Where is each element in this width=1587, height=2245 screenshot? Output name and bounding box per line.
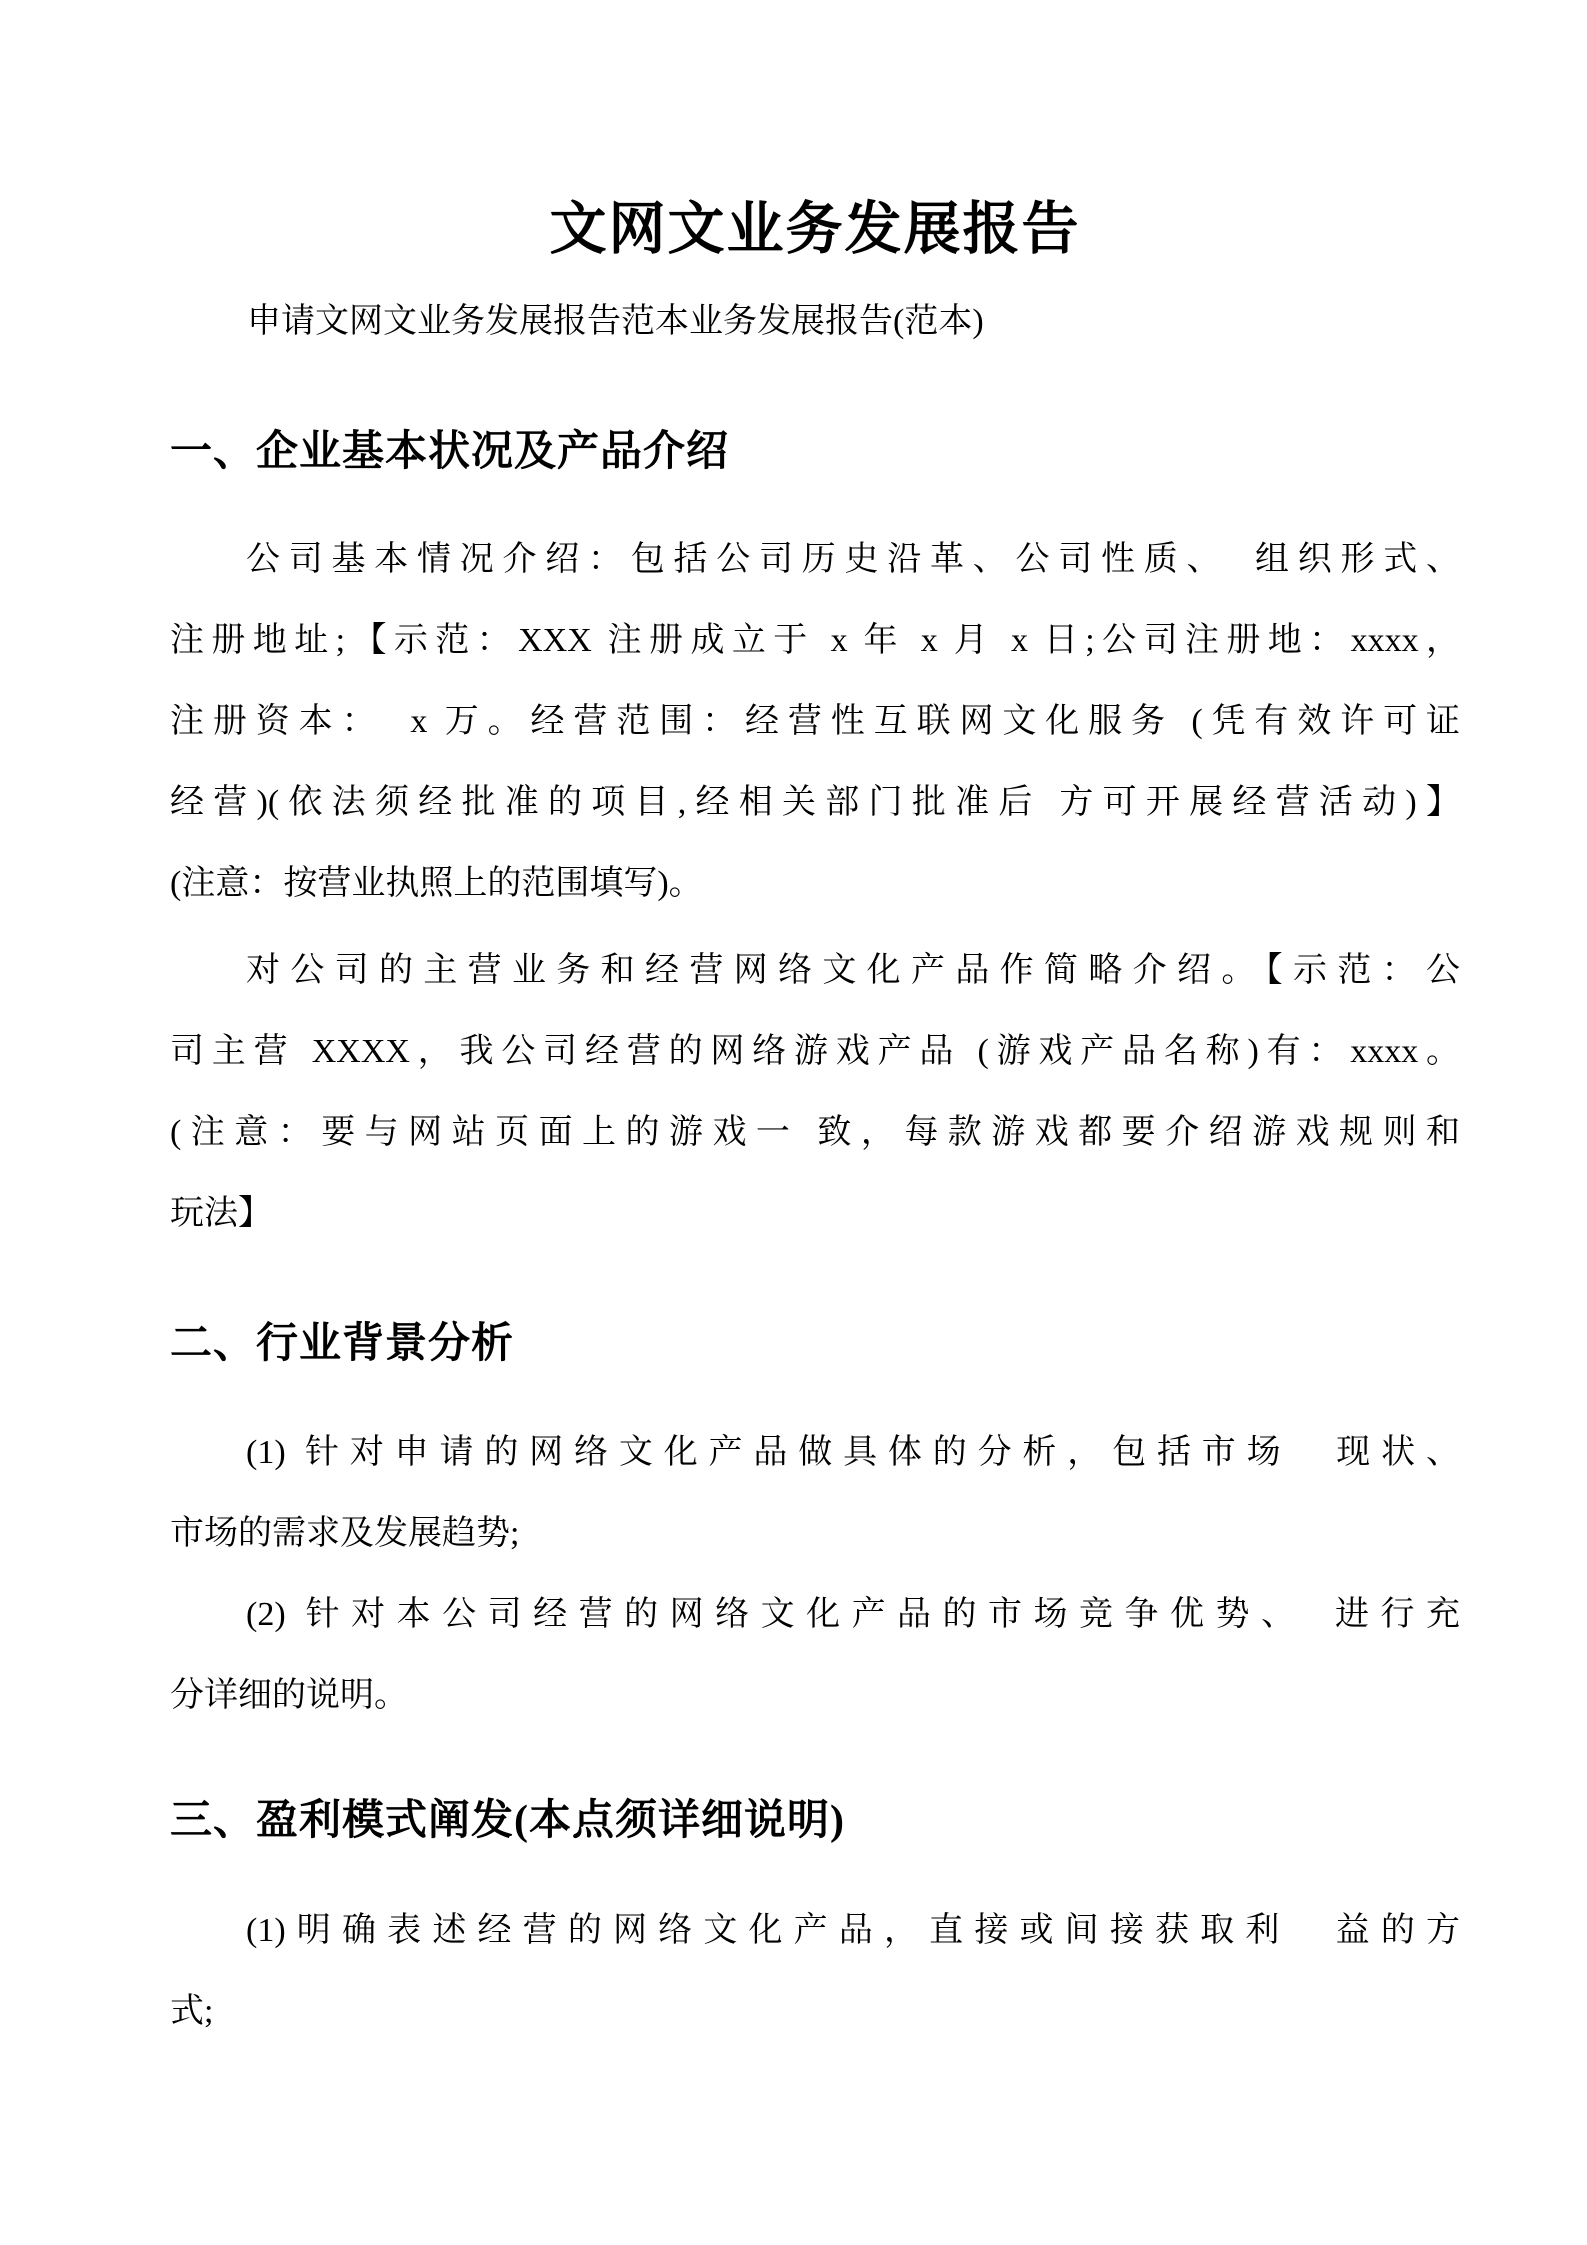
paragraph [170, 1412, 1460, 1574]
text-line: (1) 针对申请的网络文化产品做具体的分析，包括市场 现状、 [246, 1434, 1460, 1471]
paragraph [170, 930, 1460, 1254]
doc-title: 文网文业务发展报告 [549, 197, 1081, 261]
text-line: 分详细的说明。 [170, 1677, 408, 1714]
text-line: 经营)(依法须经批准的项目,经相关部门批准后 方可开展经营活动)】 [170, 784, 1460, 821]
paragraph [170, 1890, 1460, 2052]
text-line: 注册地址;【示范：XXX 注册成立于 x 年 x 月 x 日;公司注册地：xxxx， [170, 622, 1460, 659]
text-line: (2) 针对本公司经营的网络文化产品的市场竞争优势、 进行充 [246, 1596, 1460, 1633]
text-line: 注册资本： x 万。经营范围：经营性互联网文化服务 (凭有效许可证 [170, 703, 1460, 740]
text-line: 玩法】 [170, 1195, 272, 1232]
text-line: (注意：要与网站页面上的游戏一 致，每款游戏都要介绍游戏规则和 [170, 1114, 1460, 1151]
text-line: (注意：按营业执照上的范围填写)。 [170, 865, 703, 902]
section-heading-3: 三、盈利模式阐发(本点须详细说明) [170, 1798, 845, 1844]
text-line: 对公司的主营业务和经营网络文化产品作简略介绍。【示范：公 [246, 952, 1460, 989]
paragraph [170, 519, 1460, 924]
text-line: 司主营 XXXX，我公司经营的网络游戏产品 (游戏产品名称)有：xxxx。 [170, 1033, 1460, 1070]
section-heading-2: 二、行业背景分析 [170, 1321, 515, 1367]
paragraph [170, 1574, 1460, 1736]
doc-subtitle: 申请文网文业务发展报告范本业务发展报告(范本) [247, 303, 984, 340]
text-line: (1)明确表述经营的网络文化产品，直接或间接获取利 益的方 [246, 1912, 1460, 1949]
text-line: 市场的需求及发展趋势; [170, 1515, 520, 1552]
text-line: 公司基本情况介绍：包括公司历史沿革、公司性质、 组织形式、 [246, 541, 1460, 578]
section-heading-1: 一、企业基本状况及产品介绍 [170, 429, 730, 475]
text-line: 式; [170, 1993, 214, 2030]
